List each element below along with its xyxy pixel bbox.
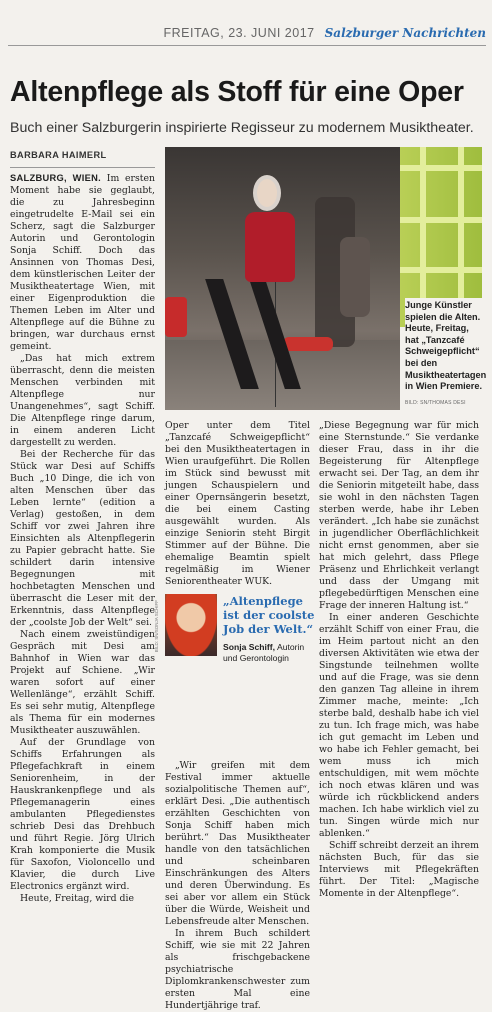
paragraph: Schiff schreibt derzeit an ihrem nächsten Buch, für das sie Interviews mit Pflegekräften führt. Der Titel: „Magische Momente in der Altenpflege“. (319, 840, 479, 899)
newspaper-logo: Salzburger Nachrichten (324, 26, 486, 40)
byline-rule (10, 167, 155, 168)
photo-credit: BILD: SN/THOMAS DESI (405, 400, 466, 406)
dancer-head (253, 175, 281, 211)
paragraph: Heute, Freitag, wird die (20, 893, 134, 904)
dateline: SALZBURG, WIEN. (10, 173, 101, 183)
paragraph: „Das hat mich extrem überrascht, denn die meisten Menschen verbinden mit Altenpflege nur Unangenehmes“, sagt Schiff. Die Altenpflege ringe darum, in einem anderen Licht dargestellt zu werden. (10, 353, 155, 448)
frame-bar (400, 165, 482, 171)
masthead (8, 22, 486, 44)
dancer-body (245, 212, 295, 282)
pull-quote (165, 590, 315, 700)
red-swing (165, 297, 187, 337)
paragraph: „Wir greifen mit dem Festival immer aktuelle sozialpolitische Themen auf“, erklärt Desi. „Die authentisch erzählten Geschichten von Sonja Schiff haben mich berührt.“ Das Musiktheater handle von den tatsächlichen und scheinbaren Einschränkungen des Alters und deren Überwindung. Es sei aber vor allem ein Stück über die Würde, Weisheit und Lebensfreude alter Menschen. (165, 760, 310, 927)
paragraph: „Diese Begegnung war für mich eine Sternstunde.“ Sie verdanke dieser Frau, dass in ihr die Begeisterung für Altenpflege erwacht sei. Der Tag, an dem ihr die Seniorin mitgeteilt habe, dass sie wohl in den nächsten Tagen sterben werde, habe ihr Leben verändert. „Ich habe sie zunächst in jugendlicher Oberflächlichkeit nicht ernst genommen, aber sie hat mich gelehrt, dass Pflege Präsenz und Ehrlichkeit verlangt und dass der Umgang mit pflegebedürftigen Menschen eine Frage der inneren Haltung ist.“ (319, 420, 479, 611)
paragraph: In ihrem Buch schildert Schiff, wie sie mit 22 Jahren als frischgebackene psychiatrische Diplomkrankenschwester zum ersten Mal eine Hundertjährige traf. (165, 928, 310, 1011)
column-2 (165, 420, 310, 588)
frame-bar (400, 217, 482, 223)
paragraph (10, 172, 155, 353)
quote-person: Sonja Schiff, (223, 642, 276, 652)
red-cushion (283, 337, 333, 351)
quote-attribution (223, 642, 319, 664)
photo-caption: Junge Künstler spielen die Alten. Heute, Freitag, hat „Tanzcafé Schweigepflicht“ bei den Musiktheatertagen in Wien Premiere. (405, 300, 487, 392)
column-1 (10, 172, 155, 942)
article-headline: Altenpflege als Stoff für eine Oper (10, 76, 464, 108)
paragraph: Bei der Recherche für das Stück war Desi auf Schiffs Buch „10 Dinge, die ich von alten Menschen über das Leben lernte“ (edition a Verlag) gestoßen, in dem Schiff vor zwei Jahren ihre Einsichten als Altenpflegerin zu Papier gebracht hatte. Sie schildert darin intensive Begegnungen mit hochbetagten Menschen und überrascht die Leser mit der Erkenntnis, dass Altenpflege der „coolste Job der Welt“ sei. (10, 449, 155, 628)
article-subhead: Buch einer Salzburgerin inspirierte Regisseur zu modernem Musiktheater. (10, 120, 474, 136)
paragraph: Nach einem zweistündigen Gespräch mit Desi am Bahnhof in Wien war das Projekt auf Schiene. „Wir waren sofort auf einer Wellenlänge“, erzählt Schiff. Es sei sehr mutig, Altenpflege als Thema für ein modernes Musiktheater auszuwählen. (10, 629, 155, 736)
issue-date: FREITAG, 23. JUNI 2017 (163, 26, 315, 40)
quote-text: „Altenpflege ist der coolste Job der Welt.“ (223, 594, 315, 636)
author-portrait (165, 594, 217, 656)
paragraph: In einer anderen Geschichte erzählt Schiff von einer Frau, die im Heim partout nicht an den diversen Aktivitäten wie etwa der Singstunde teilnehmen wollte und auf die Frage, was sie denn den ganzen Tag alleine in ihrem Zimmer mache, meinte: „Ich sterbe bald, deshalb habe ich viel zu tun. Ich frage mich, was habe ich gut gemacht im Leben und wo habe ich Fehler gemacht, bei wem muss ich mich entschuldigen, mit wem möchte ich noch etwas klären und was würde ich rückblickend anders machen. Ich habe wirklich viel zu tun. Singen würde mich nur ablenken.“ (319, 612, 479, 839)
masthead-rule (8, 45, 486, 46)
paragraph: Oper unter dem Titel „Tanzcafé Schweigepflicht“ bei den Musiktheatertagen in Wien uraufgeführt. Die Rollen im Stück sind bewusst mit jungen Schauspielern und einer Opernsängerin besetzt, die bei einem Casting ausgewählt wurden. Als einzige Seniorin steht Birgit Stimmer auf der Bühne. Die ehemalige Beamtin spielt regelmäßig im Wiener Seniorentheater WUK. (165, 420, 310, 587)
portrait-credit: BILD: SN/SONJA SCHIFF (154, 600, 159, 653)
article-photo (165, 147, 400, 410)
paragraph-text: Im ersten Moment habe sie geglaubt, die zu Jahresbeginn eingetrudelte E-Mail sei ein Scherz, sagt die Salzburger Autorin und Gerontologin Sonja Schiff. Doch das Ansinnen von Thomas Desi, dem künstlerischen Leiter der Musiktheatertage Wien, mit einer Eigenproduktion die Themen Leben im Alter und Altenpflege auf die Bühne zu bringen, war durchaus ernst gemeint. (10, 173, 155, 352)
frame-bar (400, 267, 482, 273)
background-performer (340, 237, 370, 317)
column-2-continued (165, 760, 310, 1011)
byline: BARBARA HAIMERL (10, 150, 107, 160)
quote-role: Autorin und Gerontologin (223, 642, 305, 663)
column-3 (319, 420, 479, 940)
paragraph: Auf der Grundlage von Schiffs Erfahrungen als Pflegefachkraft in einem Seniorenheim, in der Hauskrankenpflege und als Pflegemanagerin eines ambulanten Pflegedienstes schrieb Desi das Drehbuch und führt Regie. Jörg Ulrich Krah komponierte die Musik für Saxofon, Violoncello und Klavier, die durch Live Electronics ergänzt wird. (10, 737, 155, 892)
